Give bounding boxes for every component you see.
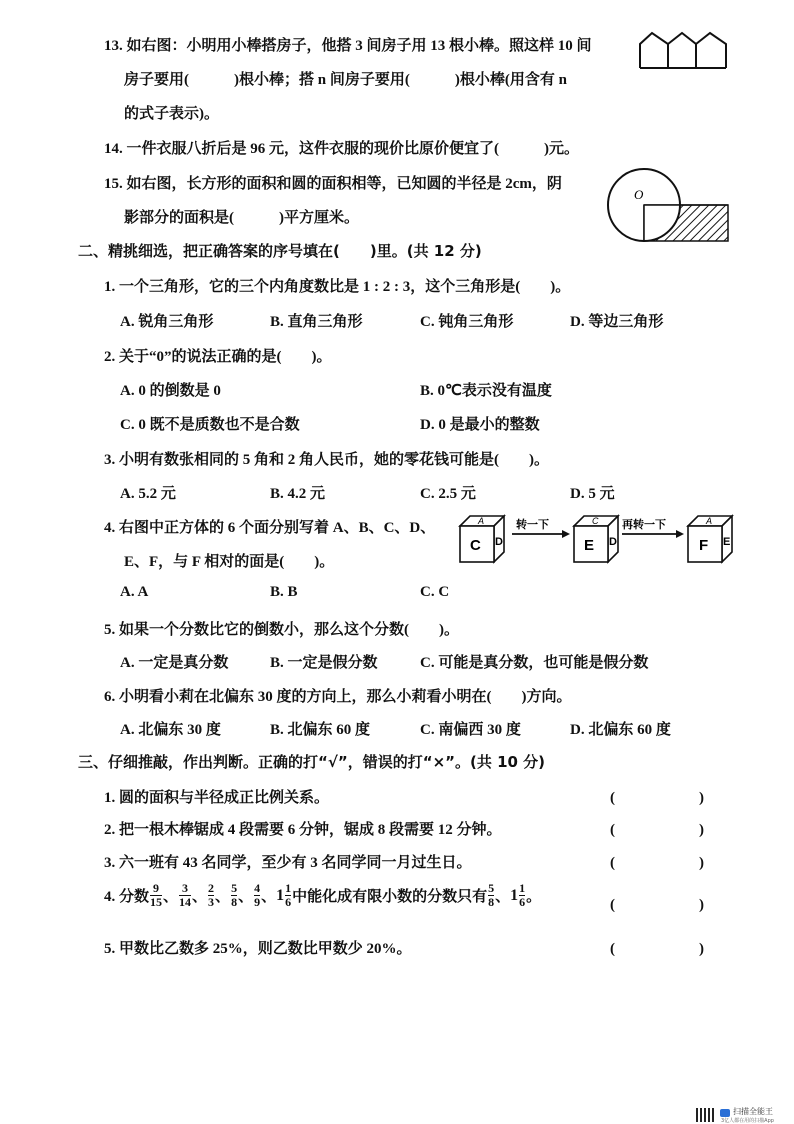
scanner-logo-icon [720,1109,730,1117]
s3-q3: 3. 六一班有 43 名同学，至少有 3 名同学同一月过生日。 [104,855,472,871]
s3-q1: 1. 圆的面积与半径成正比例关系。 [104,790,330,806]
s3-q3-answer-paren[interactable]: ( ) [610,855,722,871]
q15-line2: 影部分的面积是( )平方厘米。 [124,210,359,226]
s2-q4-option-b: B. B [270,584,298,600]
mixed-whole-1: 1 [276,886,285,904]
s2-q6-option-a: A. 北偏东 30 度 [120,722,221,738]
q13-line3: 的式子表示)。 [124,106,219,122]
section2-title: 二、精挑细选，把正确答案的序号填在( )里。(共 12 分) [78,242,482,260]
cube-2 [574,516,618,562]
s2-q6-option-c: C. 南偏西 30 度 [420,722,521,738]
s2-q3-option-b: B. 4.2 元 [270,486,326,502]
s2-q2-option-c: C. 0 既不是质数也不是合数 [120,417,300,433]
s2-q4-option-c: C. C [420,584,450,600]
s2-q5-option-c: C. 可能是真分数，也可能是假分数 [420,655,649,671]
s2-q3-option-c: C. 2.5 元 [420,486,476,502]
cube-3 [688,516,732,562]
fraction-2-3: $\frac{2}{3}$ [208,881,215,909]
s3-q4-answer-paren[interactable]: ( ) [610,897,722,913]
s3-q2: 2. 把一根木棒锯成 4 段需要 6 分钟，锯成 8 段需要 12 分钟。 [104,822,502,838]
fraction-9-15: $\frac{9}{15}$ [150,881,163,909]
s2-q1-option-d: D. 等边三角形 [570,314,664,330]
s2-q1-option-c: C. 钝角三角形 [420,314,514,330]
houses-figure [638,30,730,70]
cubes-figure [458,512,734,564]
s2-q4-option-a: A. A [120,584,149,600]
fraction-4-9: $\frac{4}{9}$ [254,881,261,909]
cube1-front: C [470,537,481,554]
answer-fraction-5-8: $\frac{5}{8}$ [488,881,495,909]
answer-mixed-whole-1: 1 [510,886,519,904]
cube3-side: E [723,536,731,548]
qr-code-icon [696,1108,714,1122]
s3-q1-answer-paren[interactable]: ( ) [610,790,722,806]
fraction-5-8: $\frac{5}{8}$ [231,881,238,909]
cube2-front: E [584,537,595,554]
s2-q6-option-d: D. 北偏东 60 度 [570,722,671,738]
fraction-3-14: $\frac{3}{14}$ [179,881,192,909]
answer-fraction-1-6: $\frac{1}{6}$ [519,881,526,909]
cube1-top: A [478,516,485,526]
s2-q2-option-a: A. 0 的倒数是 0 [120,383,221,399]
s2-q1-option-a: A. 锐角三角形 [120,314,214,330]
q13-line1: 13. 如右图：小明用小棒搭房子，他搭 3 间房子用 13 根小棒。照这样 10 间 [104,38,592,54]
s2-q5-stem: 5. 如果一个分数比它的倒数小，那么这个分数( )。 [104,622,459,638]
circle-rectangle-figure [604,165,732,245]
cube3-front: F [699,537,709,554]
s2-q2-option-d: D. 0 是最小的整数 [420,417,540,433]
s2-q1-stem: 1. 一个三角形，它的三个内角度数比是 1 : 2 : 3，这个三角形是( )。 [104,279,571,295]
s2-q3-stem: 3. 小明有数张相同的 5 角和 2 角人民币，她的零花钱可能是( )。 [104,452,549,468]
watermark-text: 扫描全能王 [733,1107,773,1116]
s2-q4-line2: E、F，与 F 相对的面是( )。 [124,554,335,570]
s3-q5: 5. 甲数比乙数多 25%，则乙数比甲数少 20%。 [104,941,412,957]
s2-q6-option-b: B. 北偏东 60 度 [270,722,371,738]
s2-q5-option-a: A. 一定是真分数 [120,655,229,671]
q14-line1: 14. 一件衣服八折后是 96 元，这件衣服的现价比原价便宜了( )元。 [104,141,579,157]
s3-q4-mid: 中能化成有限小数的分数只有 [292,889,488,905]
fraction-1-6: $\frac{1}{6}$ [285,881,292,909]
s3-q2-answer-paren[interactable]: ( ) [610,822,722,838]
arrow1-label: 转一下 [516,518,549,531]
circle-center-label: O [634,187,644,202]
s2-q6-stem: 6. 小明看小莉在北偏东 30 度的方向上，那么小莉看小明在( )方向。 [104,689,572,705]
section3-title: 三、仔细推敲，作出判断。正确的打“√”，错误的打“×”。(共 10 分) [78,753,546,771]
q13-line2: 房子要用( )根小棒；搭 n 间房子要用( )根小棒(用含有 n [124,72,567,88]
s2-q4-line1: 4. 右图中正方体的 6 个面分别写着 A、B、C、D、 [104,520,436,536]
s2-q3-option-a: A. 5.2 元 [120,486,176,502]
cube3-top: A [706,516,713,526]
s3-q4: 4. 分数 $\frac{9}{15}$ 、 $\frac{3}{14}$ 、 $\frac{2}{3}$ 、 $\frac{5}{8}$ 、 $\frac{4}{9}$ 、 1 $\frac{1}{6}$ 中能化成有限小数的分数只有 $\frac{5}{8}$ 、 1 $\frac{1}{6}$ 。 [104,881,542,909]
cube1-side: D [495,536,503,548]
s2-q5-option-b: B. 一定是假分数 [270,655,378,671]
arrow2-label: 再转一下 [622,518,666,531]
cube2-side: D [609,536,617,548]
s2-q3-option-d: D. 5 元 [570,486,615,502]
s2-q2-stem: 2. 关于“0”的说法正确的是( )。 [104,349,332,365]
cube-1 [460,516,504,562]
s2-q2-option-b: B. 0℃表示没有温度 [420,383,552,399]
q15-line1: 15. 如右图，长方形的面积和圆的面积相等，已知圆的半径是 2cm，阴 [104,176,562,192]
cube2-top: C [592,516,599,526]
s3-q4-prefix: 4. 分数 [104,889,150,905]
s3-q5-answer-paren[interactable]: ( ) [610,941,722,957]
watermark-subtext: 3亿人都在用的扫描App [721,1118,774,1124]
s2-q1-option-b: B. 直角三角形 [270,314,363,330]
